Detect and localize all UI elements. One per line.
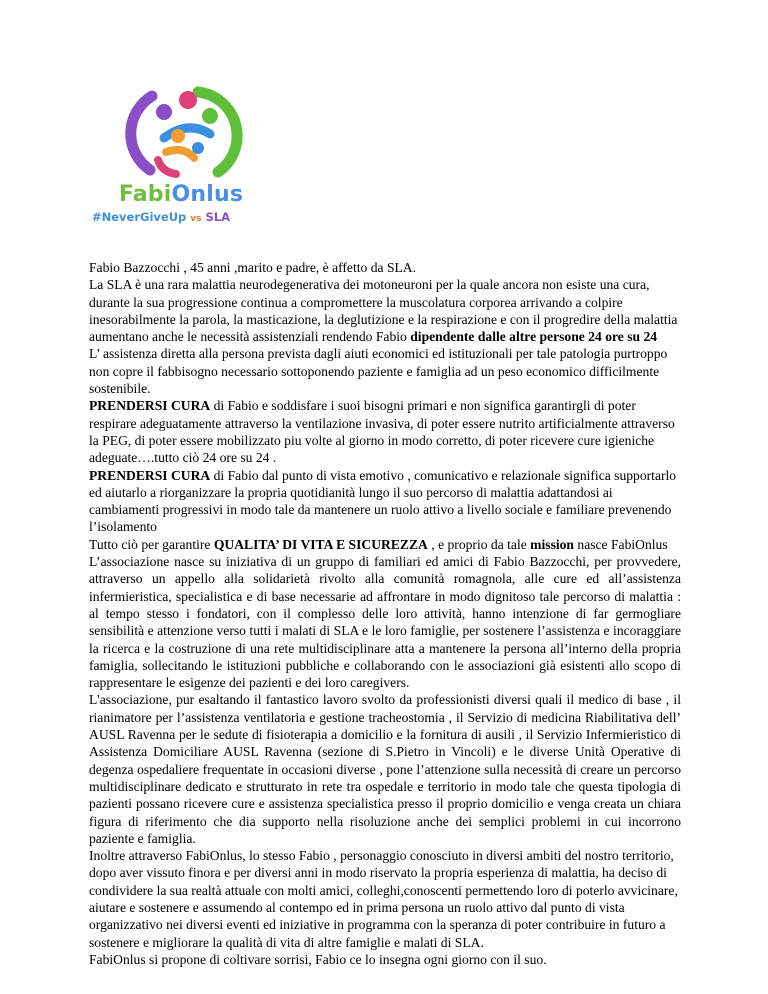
assistance-paragraph: L’ assistenza diretta alla persona prevista dagli aiuti economici ed istituzionali per tale patologia purtroppo non copre il fabbisogno necessario sottoponendo paziente e famiglia ad un peso economico difficilmente sostenibile.	[89, 346, 668, 397]
fabio-role-paragraph: Inoltre attraverso FabiOnlus, lo stesso Fabio , personaggio conosciuto in diversi ambiti del nostro territorio, dopo aver vissuto finora e per diversi anni in modo riservato la propria esperienza di malattia, ha deciso di condividere la sua realtà attuale con molti amici, colleghi,conoscenti permettendo loro di poterlo avvicinare, aiutare e sostenere e assumendo al contempo ed in prima persona un ruolo attivo dal punto di vista organizzativo nei diversi eventi ed iniziative in programma con la speranza di poter contribuire in futuro a sostenere e migliorare la qualità di vita di altre famiglie e malati di SLA.	[89, 848, 678, 950]
fabionlus-logo	[92, 86, 272, 236]
logo-tagline: #NeverGiveUp vs SLA	[92, 210, 231, 224]
document-body	[89, 259, 681, 968]
mission-paragraph: Tutto ciò per garantire QUALITA’ DI VITA E SICUREZZA , e proprio da tale mission nasce FabiOnlus	[89, 536, 668, 552]
association-origin-paragraph: L’associazione nasce su iniziativa di un gruppo di familiari ed amici di Fabio Bazzocchi, per provvedere, attraverso un appello alla solidarietà rivolto alla comunità romagnola, alle cure ed all’assistenza infermieristica, specialistica e di base necessarie ad affrontare in modo dignitoso tale percorso di malattia : al tempo stesso i fondatori, con il complesso delle loro attività, hanno intenzione di far germogliare sensibilità e attenzione verso tutti i malati di SLA e le loro famiglie, per sostenere l’assistenza e incoraggiare la ricerca e la costruzione di una rete multidisciplinare atta a mantenere la persona all’interno della propria famiglia, sollecitando le istituzioni pubbliche e collaborando con le associazioni già esistenti allo scopo di rappresentare le esigenze dei pazienti e dei loro caregivers.	[89, 554, 681, 691]
closing-line: FabiOnlus si propone di coltivare sorrisi, Fabio ce lo insegna ogni giorno con il suo.	[89, 951, 547, 967]
intro-line: Fabio Bazzocchi , 45 anni ,marito e padre, è affetto da SLA.	[89, 260, 417, 275]
logo-figures-icon	[106, 86, 256, 182]
logo-wordmark: FabiOnlus	[118, 182, 244, 207]
association-network-paragraph: L'associazione, pur esaltando il fantastico lavoro svolto da professionisti diversi quali il medico di base , il rianimatore per l’assistenza ventilatoria e gestione tracheostomia , il Servizio di medicina Riabilitativa dell’ AUSL Ravenna per le sedute di fisioterapia a domicilio e la fornitura di ausili , il Servizio Infermieristico di Assistenza Domiciliare AUSL Ravenna (sezione di S.Pietro in Vincoli) e le diverse Unità Operative di degenza ospedaliere frequentate in occasioni diverse , pone l’attenzione sulla necessità di creare un percorso multidisciplinare dedicato e strutturato in rete tra ospedale e territorio in modo tale che questa tipologia di pazienti possano ricevere cure e assistenza specialistica presso il proprio domicilio e venga creata un chiara figura di riferimento che dia supporto nella risoluzione anche dei semplici problemi in cui incorrono paziente e famiglia.	[89, 692, 681, 846]
care-physical-paragraph: PRENDERSI CURA di Fabio e soddisfare i suoi bisogni primari e non significa garantirgli di poter respirare adeguatamente attraverso la ventilazione invasiva, di poter essere nutrito artificialmente attraverso la PEG, di poter essere mobilizzato piu volte al giorno in modo corretto, di poter ricevere cure igieniche adeguate….tutto ciò 24 ore su 24 .	[89, 398, 675, 466]
sla-description: La SLA è una rara malattia neurodegenerativa dei motoneuroni per la quale ancora non esiste una cura, durante la sua progressione continua a compromettere la muscolatura corporea arrivando a colpire inesorabilmente la parola, la masticazione, la deglutizione e la respirazione e con il progredire della malattia aumentano anche le necessità assistenziali rendendo Fabio dipendente dalle altre persone 24 ore su 24	[89, 277, 678, 345]
care-emotional-paragraph: PRENDERSI CURA di Fabio dal punto di vista emotivo , comunicativo e relazionale significa supportarlo ed aiutarlo a riorganizzare la propria quotidianità lungo il suo percorso di malattia adattandosi ai cambiamenti progressivi in modo tale da mantenere un ruolo attivo a livello sociale e familiare prevenendo l’isolamento	[89, 467, 677, 535]
